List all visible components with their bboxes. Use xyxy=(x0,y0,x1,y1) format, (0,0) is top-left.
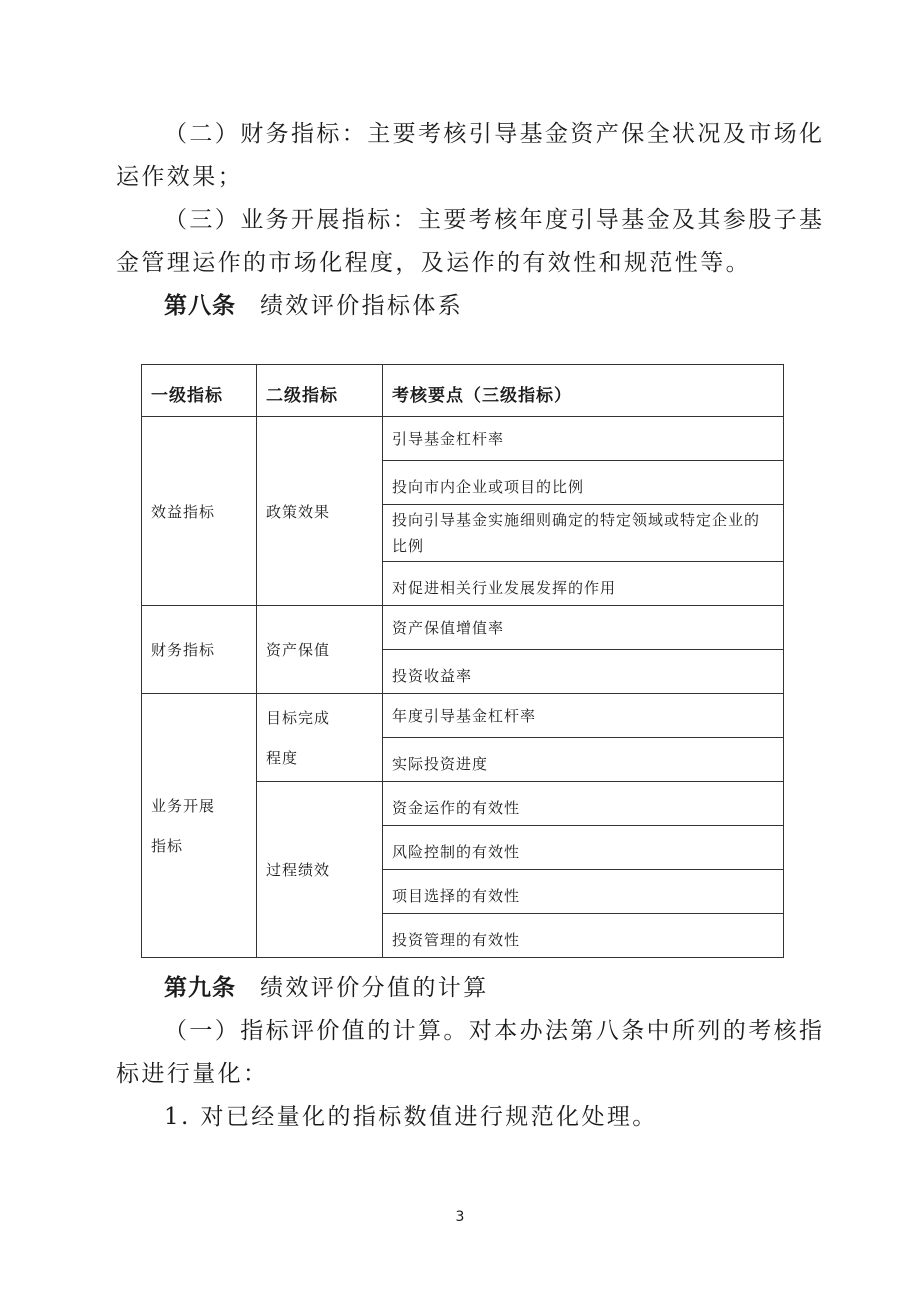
group1-level2-cell: 政策效果 xyxy=(257,417,383,606)
group3-sub1-item-1: 年度引导基金杠杆率 xyxy=(383,694,784,738)
group3-level1-line2: 指标 xyxy=(151,836,184,855)
article-8-number: 第八条 xyxy=(164,293,236,319)
group1-item-3: 投向引导基金实施细则确定的特定领域或特定企业的比例 xyxy=(383,505,784,562)
table-row xyxy=(142,606,784,650)
article-8-title: 绩效评价指标体系 xyxy=(260,293,464,319)
group3-sub1-item-2: 实际投资进度 xyxy=(383,738,784,782)
header-level1: 一级指标 xyxy=(142,365,257,417)
group3-sub1-level2-line2: 程度 xyxy=(266,748,299,767)
table-row xyxy=(142,694,784,738)
group3-sub2-item-3: 项目选择的有效性 xyxy=(383,870,784,914)
article-9-number: 第九条 xyxy=(164,975,236,1001)
article-9-heading xyxy=(164,973,489,1003)
article-9-item-1: 1. 对已经量化的指标数值进行规范化处理。 xyxy=(164,1104,658,1130)
table-header-row xyxy=(142,365,784,417)
group3-sub1-level2-cell xyxy=(257,694,383,782)
article-9-paragraph-line2: 标进行量化： xyxy=(116,1061,269,1087)
group2-level2-cell: 资产保值 xyxy=(257,606,383,694)
group3-sub2-item-2: 风险控制的有效性 xyxy=(383,826,784,870)
group3-sub2-level2-cell: 过程绩效 xyxy=(257,782,383,958)
group1-item-1: 引导基金杠杆率 xyxy=(383,417,784,461)
group3-level1-line1: 业务开展 xyxy=(151,796,216,815)
paragraph-business-indicator-line1: （三）业务开展指标：主要考核年度引导基金及其参股子基 xyxy=(164,207,825,233)
group2-item-1: 资产保值增值率 xyxy=(383,606,784,650)
group1-item-2: 投向市内企业或项目的比例 xyxy=(383,461,784,505)
group1-item-4: 对促进相关行业发展发挥的作用 xyxy=(383,562,784,606)
header-level2: 二级指标 xyxy=(257,365,383,417)
page-number: 3 xyxy=(455,1209,465,1225)
paragraph-financial-indicator-line2: 运作效果； xyxy=(116,164,243,190)
group3-sub2-item-4: 投资管理的有效性 xyxy=(383,914,784,958)
group2-item-2: 投资收益率 xyxy=(383,650,784,694)
group3-sub1-level2-line1: 目标完成 xyxy=(266,708,331,727)
header-level3: 考核要点（三级指标） xyxy=(383,365,784,417)
paragraph-business-indicator-line2: 金管理运作的市场化程度，及运作的有效性和规范性等。 xyxy=(116,250,751,276)
table-row xyxy=(142,417,784,461)
indicator-table xyxy=(141,364,784,958)
group3-sub2-item-1: 资金运作的有效性 xyxy=(383,782,784,826)
group2-level1-cell: 财务指标 xyxy=(142,606,257,694)
paragraph-financial-indicator-line1: （二）财务指标：主要考核引导基金资产保全状况及市场化 xyxy=(164,121,825,147)
group1-level1-cell: 效益指标 xyxy=(142,417,257,606)
article-9-paragraph-line1: （一）指标评价值的计算。对本办法第八条中所列的考核指 xyxy=(164,1018,825,1044)
group3-level1-cell xyxy=(142,694,257,958)
article-8-heading xyxy=(164,291,463,321)
article-9-title: 绩效评价分值的计算 xyxy=(260,975,489,1001)
